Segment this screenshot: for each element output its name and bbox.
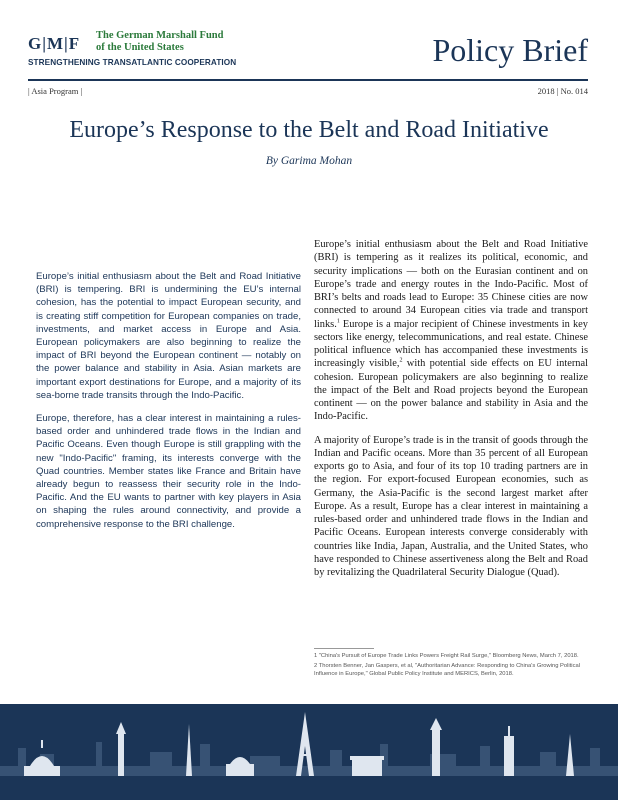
footnotes — [314, 652, 588, 681]
footnote-item: 1 "China's Pursuit of Europe Trade Links Powers Freight Rail Surge," Bloomberg News, March 7, 2018. — [314, 653, 579, 659]
author-byline: By Garima Mohan — [265, 155, 353, 167]
footnote-divider — [314, 648, 374, 649]
gmf-logo — [28, 28, 238, 72]
summary-paragraph: Europe’s initial enthusiasm about the Belt and Road Initiative (BRI) is tempering. BRI is undermining the EU’s internal cohesion, has the potential to impact European security, and is creating stiff competition for European companies on trade, investments, and market access in Europe and Asia. European policymakers are also beginning to realize the impact of BRI beyond the European continent — notably on the power balance and stability in Asia. Asian markets are important export destinations for Europe, and a majority of its sea-borne trade transits through the Indo-Pacific. — [36, 271, 301, 401]
gmf-letters: G|M|F — [28, 34, 81, 53]
body-paragraph: A majority of Europe’s trade is in the transit of goods through the Indian and Pacific oceans. More than 35 percent of all European exports go to Asia, and four of its top 10 trading partners are in the region. For export-focused European economies, such as Germany, the Asia-Pacific is the second largest market after Europe. As a result, Europe has a clear interest in maintaining a rules-based order and unhindered trade flows in the Indian and Pacific Oceans. European interests converge considerably with countries like India, Japan, Australia, and the United States, who have responded to Chinese assertiveness along the Belt and Road by revitalizing the Quadrilateral Security Dialogue (Quad). — [314, 434, 588, 578]
program-label: | Asia Program | — [28, 86, 83, 96]
summary-paragraph: Europe, therefore, has a clear interest in maintaining a rules-based order and unhindered trade flows in the Indian and Pacific Oceans. Even though Europe is still grappling with the new "Indo-Pacific" framing, its interests converge with the Quad countries. Member states like France and Britain have already begun to reassess their security role in the Indo-Pacific. And the EU wants to partner with key players in Asia on shaping the rules around connectivity, and provide a comprehensive response to the BRI challenge. — [36, 413, 301, 530]
body-paragraph: Europe’s initial enthusiasm about the Belt and Road Initiative (BRI) is tempering as it realizes its political, economic, and security implications — both on the Eurasian continent and on Europe’s trade and energy routes in the Indo-Pacific. Most of BRI’s belts and roads lead to Europe: 35 Chinese cities are now connected to around 34 European cities via trade and transport links.$^1$ Europe is a major recipient of Chinese investments in key sectors like energy, telecommunications, and real estate. Chinese political influence which has accompanied these investments is increasingly visible,$^2$ with potential side effects on EU internal cohesion. European policymakers are also beginning to realize the impact of the Belt and Road projects beyond the European continent — on the power balance and stability in Asia and the Indo-Pacific. — [314, 239, 588, 423]
footnote-ref-1[interactable]: 1 — [336, 318, 340, 325]
skyline-illustration — [0, 704, 618, 800]
issue-number: 2018 | No. 014 — [537, 86, 588, 96]
summary-column — [36, 270, 301, 541]
city-skyline-banner — [0, 704, 618, 800]
document-title: Europe’s Response to the Belt and Road Initiative — [69, 117, 549, 143]
organization-name-line2: of the United States — [96, 42, 184, 53]
footnote-item: 2 Thorsten Benner, Jan Gaspers, et al, "Authoritarian Advance: Responding to China's Growing Political Influence in Europe," Global Public Policy Institute and MERICS, Berlin, 2018. — [314, 663, 580, 678]
organization-name-line1: The German Marshall Fund — [96, 30, 224, 41]
document-type-heading: Policy Brief — [432, 32, 588, 68]
organization-tagline: STRENGTHENING TRANSATLANTIC COOPERATION — [28, 58, 237, 67]
footnote-ref-2[interactable]: 2 — [399, 357, 403, 364]
header-divider — [28, 79, 588, 81]
body-column — [314, 238, 588, 589]
organization-name — [96, 30, 246, 54]
